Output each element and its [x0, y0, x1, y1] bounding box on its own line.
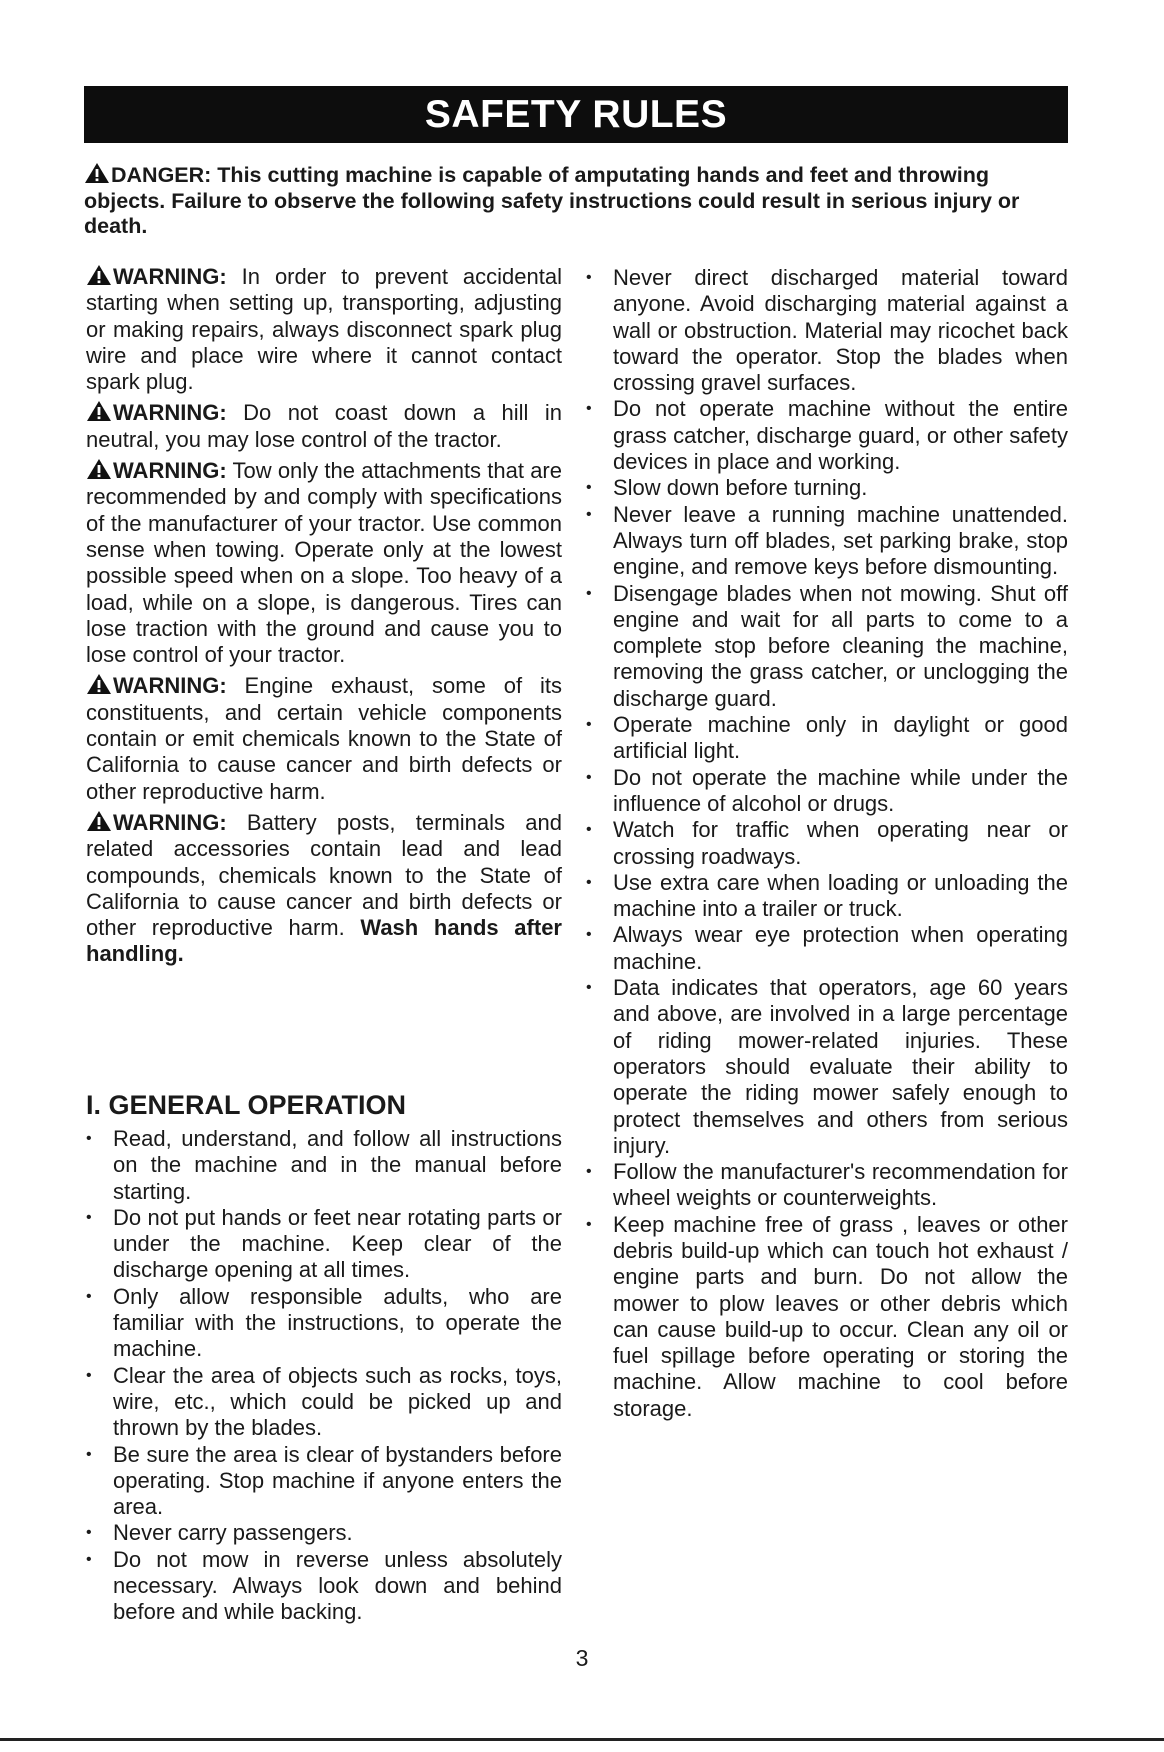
- warning-text: Battery posts, terminals and related accessories contain lead and lead compounds, chemicals known to the State of California to cause cancer and birth defects or other reproductive harm.: [86, 809, 562, 941]
- warning-triangle-icon: [86, 673, 112, 695]
- safety-list: [586, 265, 1068, 1422]
- list-item: • Do not mow in reverse unless absolutely necessary. Always look down and behind before and while backing.: [86, 1547, 562, 1626]
- warning-triangle-icon: [84, 162, 110, 184]
- warning-triangle-icon: [86, 810, 112, 832]
- list-item: • Keep machine free of grass , leaves or other debris build-up which can touch hot exhaust / engine parts and burn. Do not allow the mower to plow leaves or other debris which can cause build-up to occur. Clean any oil or fuel spillage before operating or storing the machine. Allow machine to cool before storage.: [586, 1212, 1068, 1422]
- warning-4: [86, 673, 562, 804]
- general-operation-list: [86, 1126, 562, 1626]
- warning-text: In order to prevent accidental starting when setting up, transporting, adjusting or making repairs, always disconnect spark plug wire and place wire where it cannot contact spark plug.: [86, 264, 562, 395]
- list-item: • Do not operate the machine while under the influence of alcohol or drugs.: [586, 765, 1068, 818]
- list-item: • Never leave a running machine unattended. Always turn off blades, set parking brake, stop engine, and remove keys before dismounting.: [586, 502, 1068, 581]
- bottom-rule: [0, 1738, 1164, 1741]
- general-operation-list-wrap: [86, 1126, 562, 1626]
- danger-text: DANGER: This cutting machine is capable of amputating hands and feet and throwing objects. Failure to observe the following safety instructions could result in serious injury or death.: [84, 163, 1020, 238]
- warning-label: WARNING:: [113, 458, 227, 484]
- list-item: • Do not operate machine without the entire grass catcher, discharge guard, or other safety devices in place and working.: [586, 396, 1068, 475]
- warning-triangle-icon: [86, 264, 112, 286]
- warning-label: WARNING:: [113, 809, 227, 835]
- list-item: • Slow down before turning.: [586, 475, 1068, 501]
- section-title-general-operation: I. GENERAL OPERATION: [86, 1090, 407, 1120]
- warning-triangle-icon: [86, 400, 112, 422]
- warning-1: [86, 264, 562, 395]
- list-item: • Use extra care when loading or unloading the machine into a trailer or truck.: [586, 870, 1068, 923]
- warning-5: [86, 810, 562, 968]
- warning-label: WARNING:: [113, 400, 227, 426]
- list-item: • Always wear eye protection when operating machine.: [586, 922, 1068, 975]
- list-item: • Follow the manufacturer's recommendation for wheel weights or counterweights.: [586, 1159, 1068, 1212]
- list-item: • Never direct discharged material toward anyone. Avoid discharging material against a wall or obstruction. Material may ricochet back toward the operator. Stop the blades when crossing gravel surfaces.: [586, 265, 1068, 396]
- list-item: • Watch for traffic when operating near or crossing roadways.: [586, 817, 1068, 870]
- warning-text: Tow only the attachments that are recommended by and comply with specifications of the manufacturer of your tractor. Use common sense when towing. Operate only at the lowest possible speed when on a slope. Too heavy of a load, while on a slope, is dangerous. Tires can lose traction with the ground and cause you to lose control of your tractor.: [86, 458, 562, 668]
- warning-triangle-icon: [86, 458, 112, 480]
- list-item: • Be sure the area is clear of bystanders before operating. Stop machine if anyone enters the area.: [86, 1442, 562, 1521]
- list-item: • Data indicates that operators, age 60 years and above, are involved in a large percentage of riding mower-related injuries. These operators should evaluate their ability to operate the riding mower safely enough to protect themselves and others from serious injury.: [586, 975, 1068, 1159]
- page-number: 3: [575, 1645, 589, 1671]
- warning-3: [86, 458, 562, 668]
- warnings-column: [86, 264, 562, 973]
- list-item: • Only allow responsible adults, who are familiar with the instructions, to operate the machine.: [86, 1284, 562, 1363]
- list-item: • Do not put hands or feet near rotating parts or under the machine. Keep clear of the discharge opening at all times.: [86, 1205, 562, 1284]
- list-item: • Operate machine only in daylight or good artificial light.: [586, 712, 1068, 765]
- warning-text: Do not coast down a hill in neutral, you may lose control of the tractor.: [86, 400, 562, 452]
- warning-text: Engine exhaust, some of its constituents, and certain vehicle components contain or emit chemicals known to the State of California to cause cancer and birth defects or other reproductive harm.: [86, 673, 562, 804]
- page-title: SAFETY RULES: [84, 86, 1068, 143]
- list-item: • Clear the area of objects such as rocks, toys, wire, etc., which could be picked up and thrown by the blades.: [86, 1363, 562, 1442]
- warning-2: [86, 400, 562, 453]
- list-item: • Disengage blades when not mowing. Shut off engine and wait for all parts to come to a complete stop before cleaning the machine, removing the grass catcher, or unclogging the discharge guard.: [586, 581, 1068, 712]
- list-item: • Read, understand, and follow all instructions on the machine and in the manual before starting.: [86, 1126, 562, 1205]
- right-column: [586, 265, 1068, 1422]
- list-item: • Never carry passengers.: [86, 1520, 562, 1546]
- warning-label: WARNING:: [113, 264, 227, 289]
- warning-emphasis: Wash hands after handling.: [86, 915, 562, 967]
- warning-label: WARNING:: [113, 673, 227, 699]
- danger-notice: [84, 162, 1074, 240]
